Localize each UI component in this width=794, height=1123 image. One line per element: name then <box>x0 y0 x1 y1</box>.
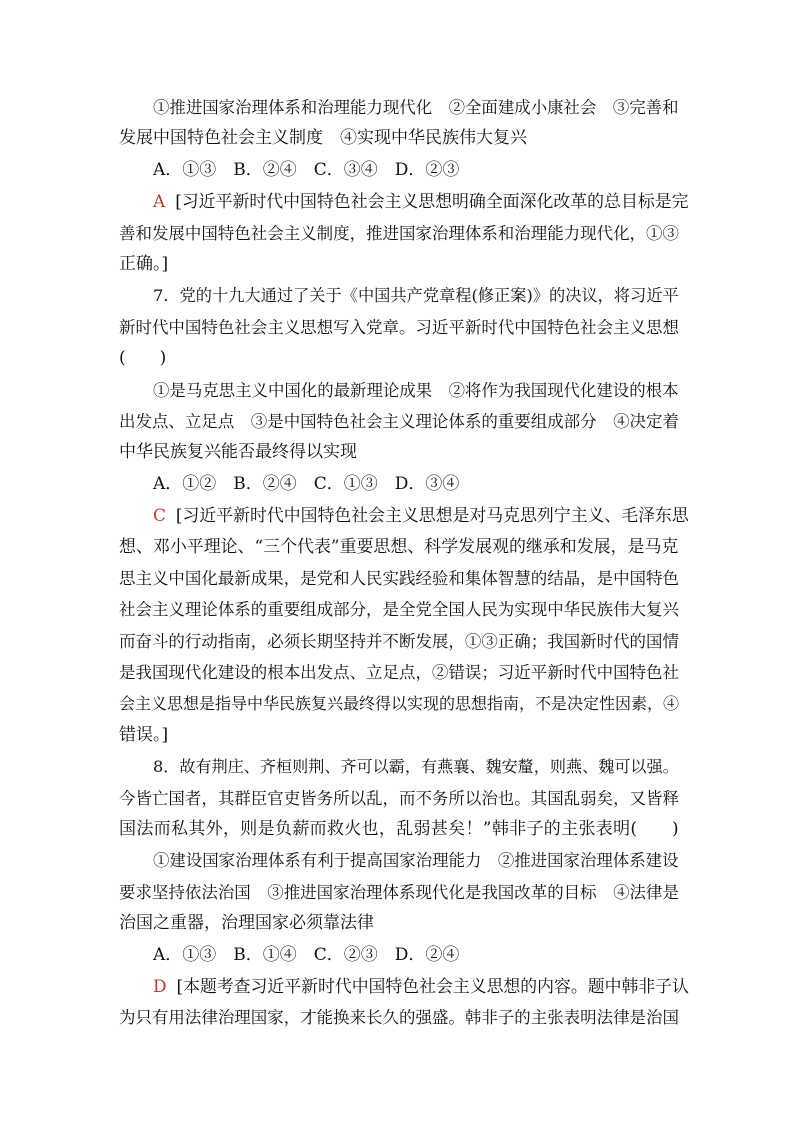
text-line <box>119 688 679 719</box>
text-line <box>119 375 679 406</box>
line-text: 新时代中国特色社会主义思想写入党章。习近平新时代中国特色社会主义思想 <box>119 317 679 337</box>
line-text: 善和发展中国特色社会主义制度，推进国家治理体系和治理能力现代化，①③ <box>119 223 679 243</box>
line-text: 想、邓小平理论、“三个代表”重要思想、科学发展观的继承和发展，是马克 <box>119 536 679 557</box>
text-line <box>119 469 679 500</box>
text-line <box>119 720 679 751</box>
answer-letter: D <box>153 975 167 996</box>
text-line <box>119 343 679 374</box>
line-text: 国法而私其外，则是负薪而救火也，乱弱甚矣！”韩非子的主张表明( ) <box>119 818 679 839</box>
line-text: 思主义中国化最新成果，是党和人民实践经验和集体智慧的结晶，是中国特色 <box>119 568 679 588</box>
line-text: 7．党的十九大通过了关于《中国共产党章程(修正案)》的决议，将习近平 <box>153 286 679 306</box>
line-text: 要求坚持依法治国 ③推进国家治理体系现代化是我国改革的目标 ④法律是 <box>119 882 679 902</box>
text-line <box>119 437 679 468</box>
line-text: 为只有用法律治理国家，才能换来长久的强盛。韩非子的主张表明法律是治国 <box>119 1008 679 1028</box>
text-line <box>119 186 689 217</box>
line-text: 发展中国特色社会主义制度 ④实现中华民族伟大复兴 <box>119 128 527 149</box>
text-line <box>119 594 679 625</box>
text-line <box>119 155 679 186</box>
text-line <box>119 783 679 814</box>
text-line <box>119 531 679 562</box>
text-line <box>119 908 679 939</box>
line-text: 而奋斗的行动指南，必须长期坚持并不断发展，①③正确；我国新时代的国情 <box>119 631 679 651</box>
line-text: [习近平新时代中国特色社会主义思想明确全面深化改革的总目标是完 <box>175 191 689 212</box>
text-line <box>119 877 679 908</box>
line-text: [习近平新时代中国特色社会主义思想是对马克思列宁主义、毛泽东思 <box>175 505 689 526</box>
line-text: 今皆亡国者，其群臣官吏皆务所以乱，而不务所以治也。其国乱弱矣，又皆释 <box>119 788 679 808</box>
text-line <box>119 123 679 154</box>
answer-letter: C <box>153 505 166 526</box>
text-line <box>119 92 679 123</box>
line-text: 错误。] <box>119 724 169 745</box>
line-text: 出发点、立足点 ③是中国特色社会主义理论体系的重要组成部分 ④决定着 <box>119 411 679 431</box>
text-line <box>119 312 679 343</box>
line-text: A．①③ B．②④ C．③④ D．②③ <box>153 159 460 180</box>
text-line <box>119 814 679 845</box>
text-line <box>119 563 679 594</box>
text-line <box>119 845 679 876</box>
line-text: 8．故有荆庄、齐桓则荆、齐可以霸，有燕襄、魏安釐，则燕、魏可以强。 <box>153 757 679 777</box>
document-body <box>119 92 689 1034</box>
text-line <box>119 1002 679 1033</box>
line-text: ①建设国家治理体系有利于提高国家治理能力 ②推进国家治理体系建设 <box>153 851 679 871</box>
line-text: ①是马克思主义中国化的最新理论成果 ②将作为我国现代化建设的根本 <box>153 380 679 400</box>
line-text: 正确。] <box>119 253 169 274</box>
text-line <box>119 657 679 688</box>
line-text: 是我国现代化建设的根本出发点、立足点，②错误；习近平新时代中国特色社 <box>119 663 679 683</box>
text-line <box>119 751 679 782</box>
text-line <box>119 626 679 657</box>
line-text: ①推进国家治理体系和治理能力现代化 ②全面建成小康社会 ③完善和 <box>153 98 679 117</box>
text-line <box>119 406 679 437</box>
line-text: 中华民族复兴能否最终得以实现 <box>119 442 357 463</box>
text-line <box>119 249 679 280</box>
line-text: [本题考查习近平新时代中国特色社会主义思想的内容。题中韩非子认 <box>176 975 689 996</box>
line-text: 治国之重器，治理国家必须靠法律 <box>119 913 374 934</box>
line-text: ( ) <box>119 348 167 369</box>
text-line <box>119 218 679 249</box>
line-text: A．①② B．②④ C．①③ D．③④ <box>153 473 460 494</box>
answer-letter: A <box>153 191 166 212</box>
line-text: 会主义思想是指导中华民族复兴最终得以实现的思想指南，不是决定性因素，④ <box>119 694 680 714</box>
text-line <box>119 971 689 1002</box>
text-line <box>119 500 689 531</box>
line-text: 社会主义理论体系的重要组成部分，是全党全国人民为实现中华民族伟大复兴 <box>119 600 679 620</box>
line-text: A．①③ B．①④ C．②③ D．②④ <box>153 944 460 965</box>
text-line <box>119 940 679 971</box>
text-line <box>119 280 679 311</box>
